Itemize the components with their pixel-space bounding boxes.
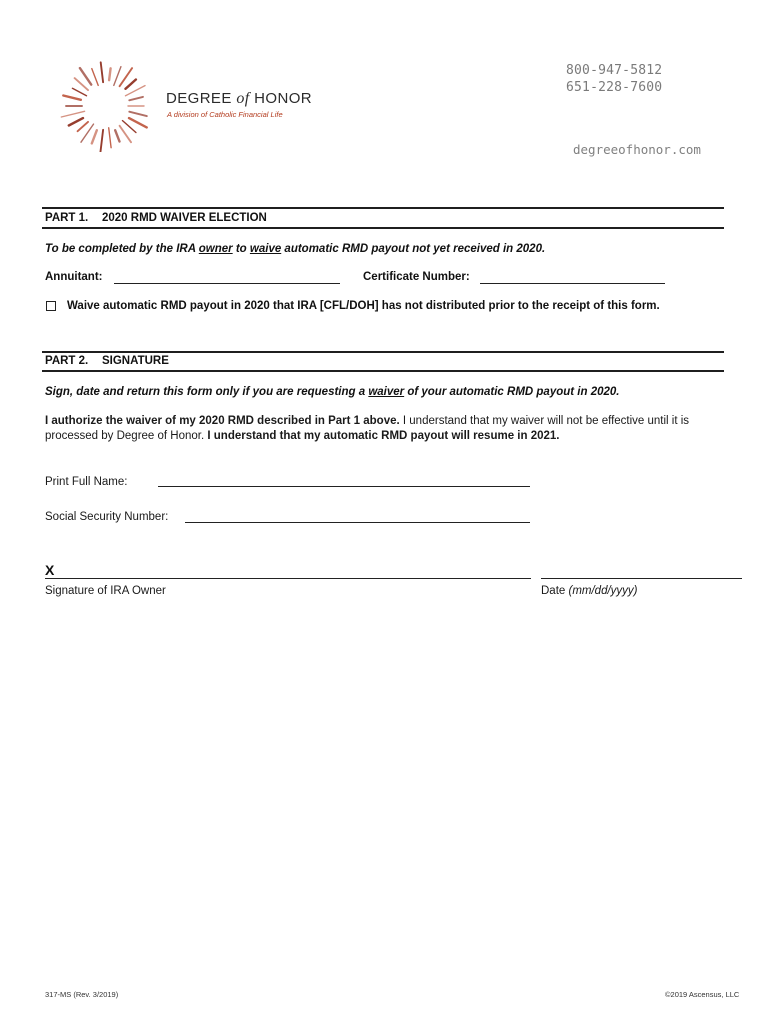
waive-rmd-checkbox-label: Waive automatic RMD payout in 2020 that IRA [CFL/DOH] has not distributed prior to the receipt of this form. bbox=[67, 300, 660, 312]
part2-bottom-rule bbox=[42, 370, 724, 372]
annuitant-label: Annuitant: bbox=[45, 271, 103, 283]
certificate-number-label: Certificate Number: bbox=[363, 271, 470, 283]
logo-ray bbox=[129, 97, 143, 100]
logo-ray bbox=[92, 69, 98, 86]
part2-heading: PART 2. SIGNATURE bbox=[45, 355, 169, 367]
logo-ray bbox=[115, 130, 119, 141]
part1-top-rule bbox=[42, 207, 724, 209]
logo-ray bbox=[61, 111, 84, 117]
logo-ray bbox=[92, 130, 97, 143]
certificate-number-field[interactable] bbox=[480, 283, 665, 284]
part2-top-rule bbox=[42, 351, 724, 353]
copyright: ©2019 Ascensus, LLC bbox=[665, 990, 740, 999]
logo-ray bbox=[120, 126, 131, 142]
logo-ray bbox=[78, 122, 88, 131]
signature-caption: Signature of IRA Owner bbox=[45, 585, 166, 597]
logo-ray bbox=[109, 68, 111, 80]
logo-ray bbox=[72, 88, 86, 96]
phone-number-1: 800-947-5812 bbox=[566, 63, 663, 78]
logo-ray bbox=[129, 118, 147, 127]
part1-bottom-rule bbox=[42, 227, 724, 229]
part2-instructions: Sign, date and return this form only if you are requesting a waiver of your automatic RMD payout in 2020. bbox=[45, 386, 620, 398]
part1-instructions: To be completed by the IRA owner to waive automatic RMD payout not yet received in 2020. bbox=[45, 243, 546, 255]
print-full-name-field[interactable] bbox=[158, 486, 530, 487]
ssn-label: Social Security Number: bbox=[45, 511, 169, 523]
website-url: degreeofhonor.com bbox=[573, 142, 701, 157]
logo-ray bbox=[123, 121, 136, 133]
date-caption: Date (mm/dd/yyyy) bbox=[541, 585, 638, 597]
logo-wordmark: DEGREE of HONOR bbox=[166, 90, 312, 107]
logo-subtitle: A division of Catholic Financial Life bbox=[167, 110, 283, 119]
date-field[interactable] bbox=[541, 578, 742, 579]
phone-number-2: 651-228-7600 bbox=[566, 80, 663, 95]
logo-ray bbox=[75, 78, 88, 90]
logo-ray bbox=[129, 112, 147, 116]
annuitant-field[interactable] bbox=[114, 283, 340, 284]
signature-field[interactable] bbox=[45, 578, 531, 579]
logo-ray bbox=[114, 67, 121, 86]
waive-rmd-checkbox[interactable] bbox=[46, 301, 56, 311]
logo-ray bbox=[80, 68, 91, 85]
logo-ray bbox=[69, 118, 83, 125]
signature-x-mark: X bbox=[45, 562, 55, 578]
logo-ray bbox=[101, 62, 103, 82]
part1-heading: PART 1. 2020 RMD WAIVER ELECTION bbox=[45, 212, 267, 224]
logo-ray bbox=[109, 128, 111, 148]
print-full-name-label: Print Full Name: bbox=[45, 476, 128, 488]
degree-of-honor-logo-icon bbox=[56, 60, 156, 152]
logo-ray bbox=[63, 96, 81, 100]
logo-ray bbox=[101, 130, 104, 152]
ssn-field[interactable] bbox=[185, 522, 530, 523]
authorization-paragraph: I authorize the waiver of my 2020 RMD described in Part 1 above. I understand that my waiver will not be effective until it is processed by Degree of Honor. I understand that my automatic RMD payout will resume in 2021. bbox=[45, 415, 690, 442]
logo-ray bbox=[126, 80, 136, 89]
form-id: 317-MS (Rev. 3/2019) bbox=[45, 990, 119, 999]
